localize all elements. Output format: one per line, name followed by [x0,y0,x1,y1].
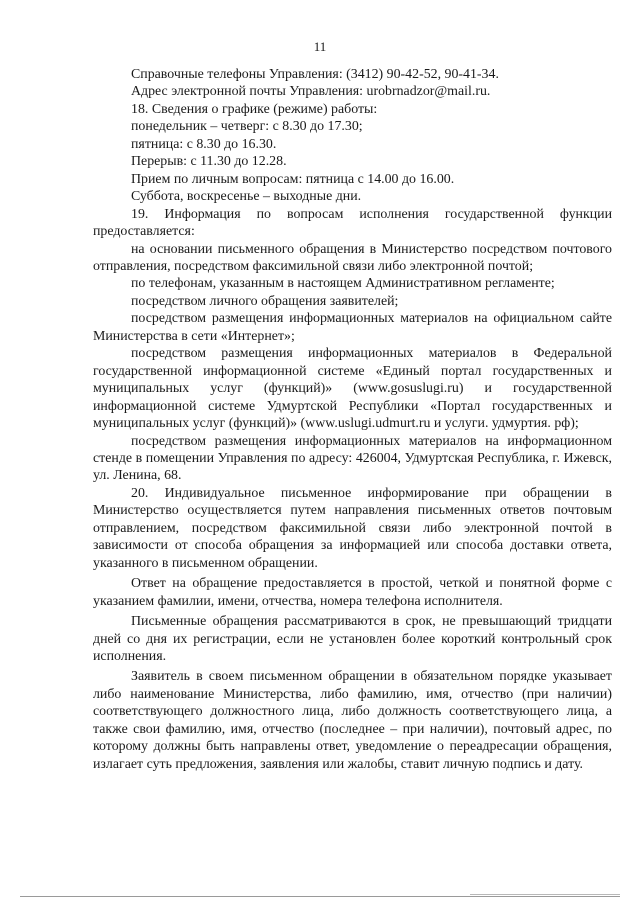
item-19-paragraph: 19. Информация по вопросам исполнения государственной функции предоставляется: [93,206,612,240]
item-18-heading: 18. Сведения о графике (режиме) работы: [131,101,378,117]
schedule-friday: пятница: с 8.30 до 16.30. [131,136,277,152]
schedule-mon-thu: понедельник – четверг: с 8.30 до 17.30; [131,119,363,135]
info-stand-paragraph: посредством размещения информационных материалов на информационном стенде в помещении Управления по адресу: 426004, Удмуртская Республика, г. Ижевск, ул. Ленина, 68. [93,433,612,484]
page-number: 11 [313,39,327,54]
schedule-weekend: Суббота, воскресенье – выходные дни. [131,189,362,205]
portal-paragraph: посредством размещения информационных материалов в Федеральной государственной информационной системе «Единый портал государственных и муниципальных услуг (функций)» (www.gosuslugi.ru) и государственной информационной системе Удмуртской Республики «Портал государственных и муниципальных услуг (функций)» (www.uslugi.udmurt.ru и услуги. удмуртия. рф); [93,346,612,432]
schedule-reception: Прием по личным вопросам: пятница с 14.00 до 16.00. [131,171,455,187]
personal-request-paragraph: посредством личного обращения заявителей; [131,293,399,309]
review-term-paragraph: Письменные обращения рассматриваются в срок, не превышающий тридцати дней со дня их регистрации, если не установлен более короткий контрольный срок исполнения. [93,614,612,664]
item-20-paragraph: 20. Индивидуальное письменное информирование при обращении в Министерство осуществляется путем направления письменных ответов почтовым отправлением, посредством факсимильной связи либо электронной почтой в зависимости от способа обращения за информацией или способа доставки ответа, указанного в письменном обращении. [93,485,612,571]
scan-edge-line [20,896,620,897]
scan-edge-line-secondary [470,894,620,895]
schedule-break: Перерыв: с 11.30 до 12.28. [131,154,287,170]
email-paragraph: Адрес электронной почты Управления: urobrnadzor@mail.ru. [131,84,491,100]
phone-info-paragraph: по телефонам, указанным в настоящем Административном регламенте; [131,276,555,292]
website-paragraph: посредством размещения информационных материалов на официальном сайте Министерства в сети «Интернет»; [93,311,612,344]
document-body [93,66,612,773]
answer-form-paragraph: Ответ на обращение предоставляется в простой, четкой и понятной форме с указанием фамилии, имени, отчества, номера телефона исполнителя. [93,576,612,609]
written-request-paragraph: на основании письменного обращения в Министерство посредством почтового отправления, посредством факсимильной связи либо электронной почтой; [93,241,612,274]
applicant-requirements-paragraph: Заявитель в своем письменном обращении в обязательном порядке указывает либо наименование Министерства, либо фамилию, имя, отчество (при наличии) соответствующего должностного лица, либо должность соответствующего лица, а также свои фамилию, имя, отчество (последнее – при наличии), почтовый адрес, по которому должны быть направлены ответ, уведомление о переадресации обращения, излагает суть предложения, заявления или жалобы, ставит личную подпись и дату. [93,669,612,772]
phones-paragraph: Справочные телефоны Управления: (3412) 90-42-52, 90-41-34. [131,67,499,82]
